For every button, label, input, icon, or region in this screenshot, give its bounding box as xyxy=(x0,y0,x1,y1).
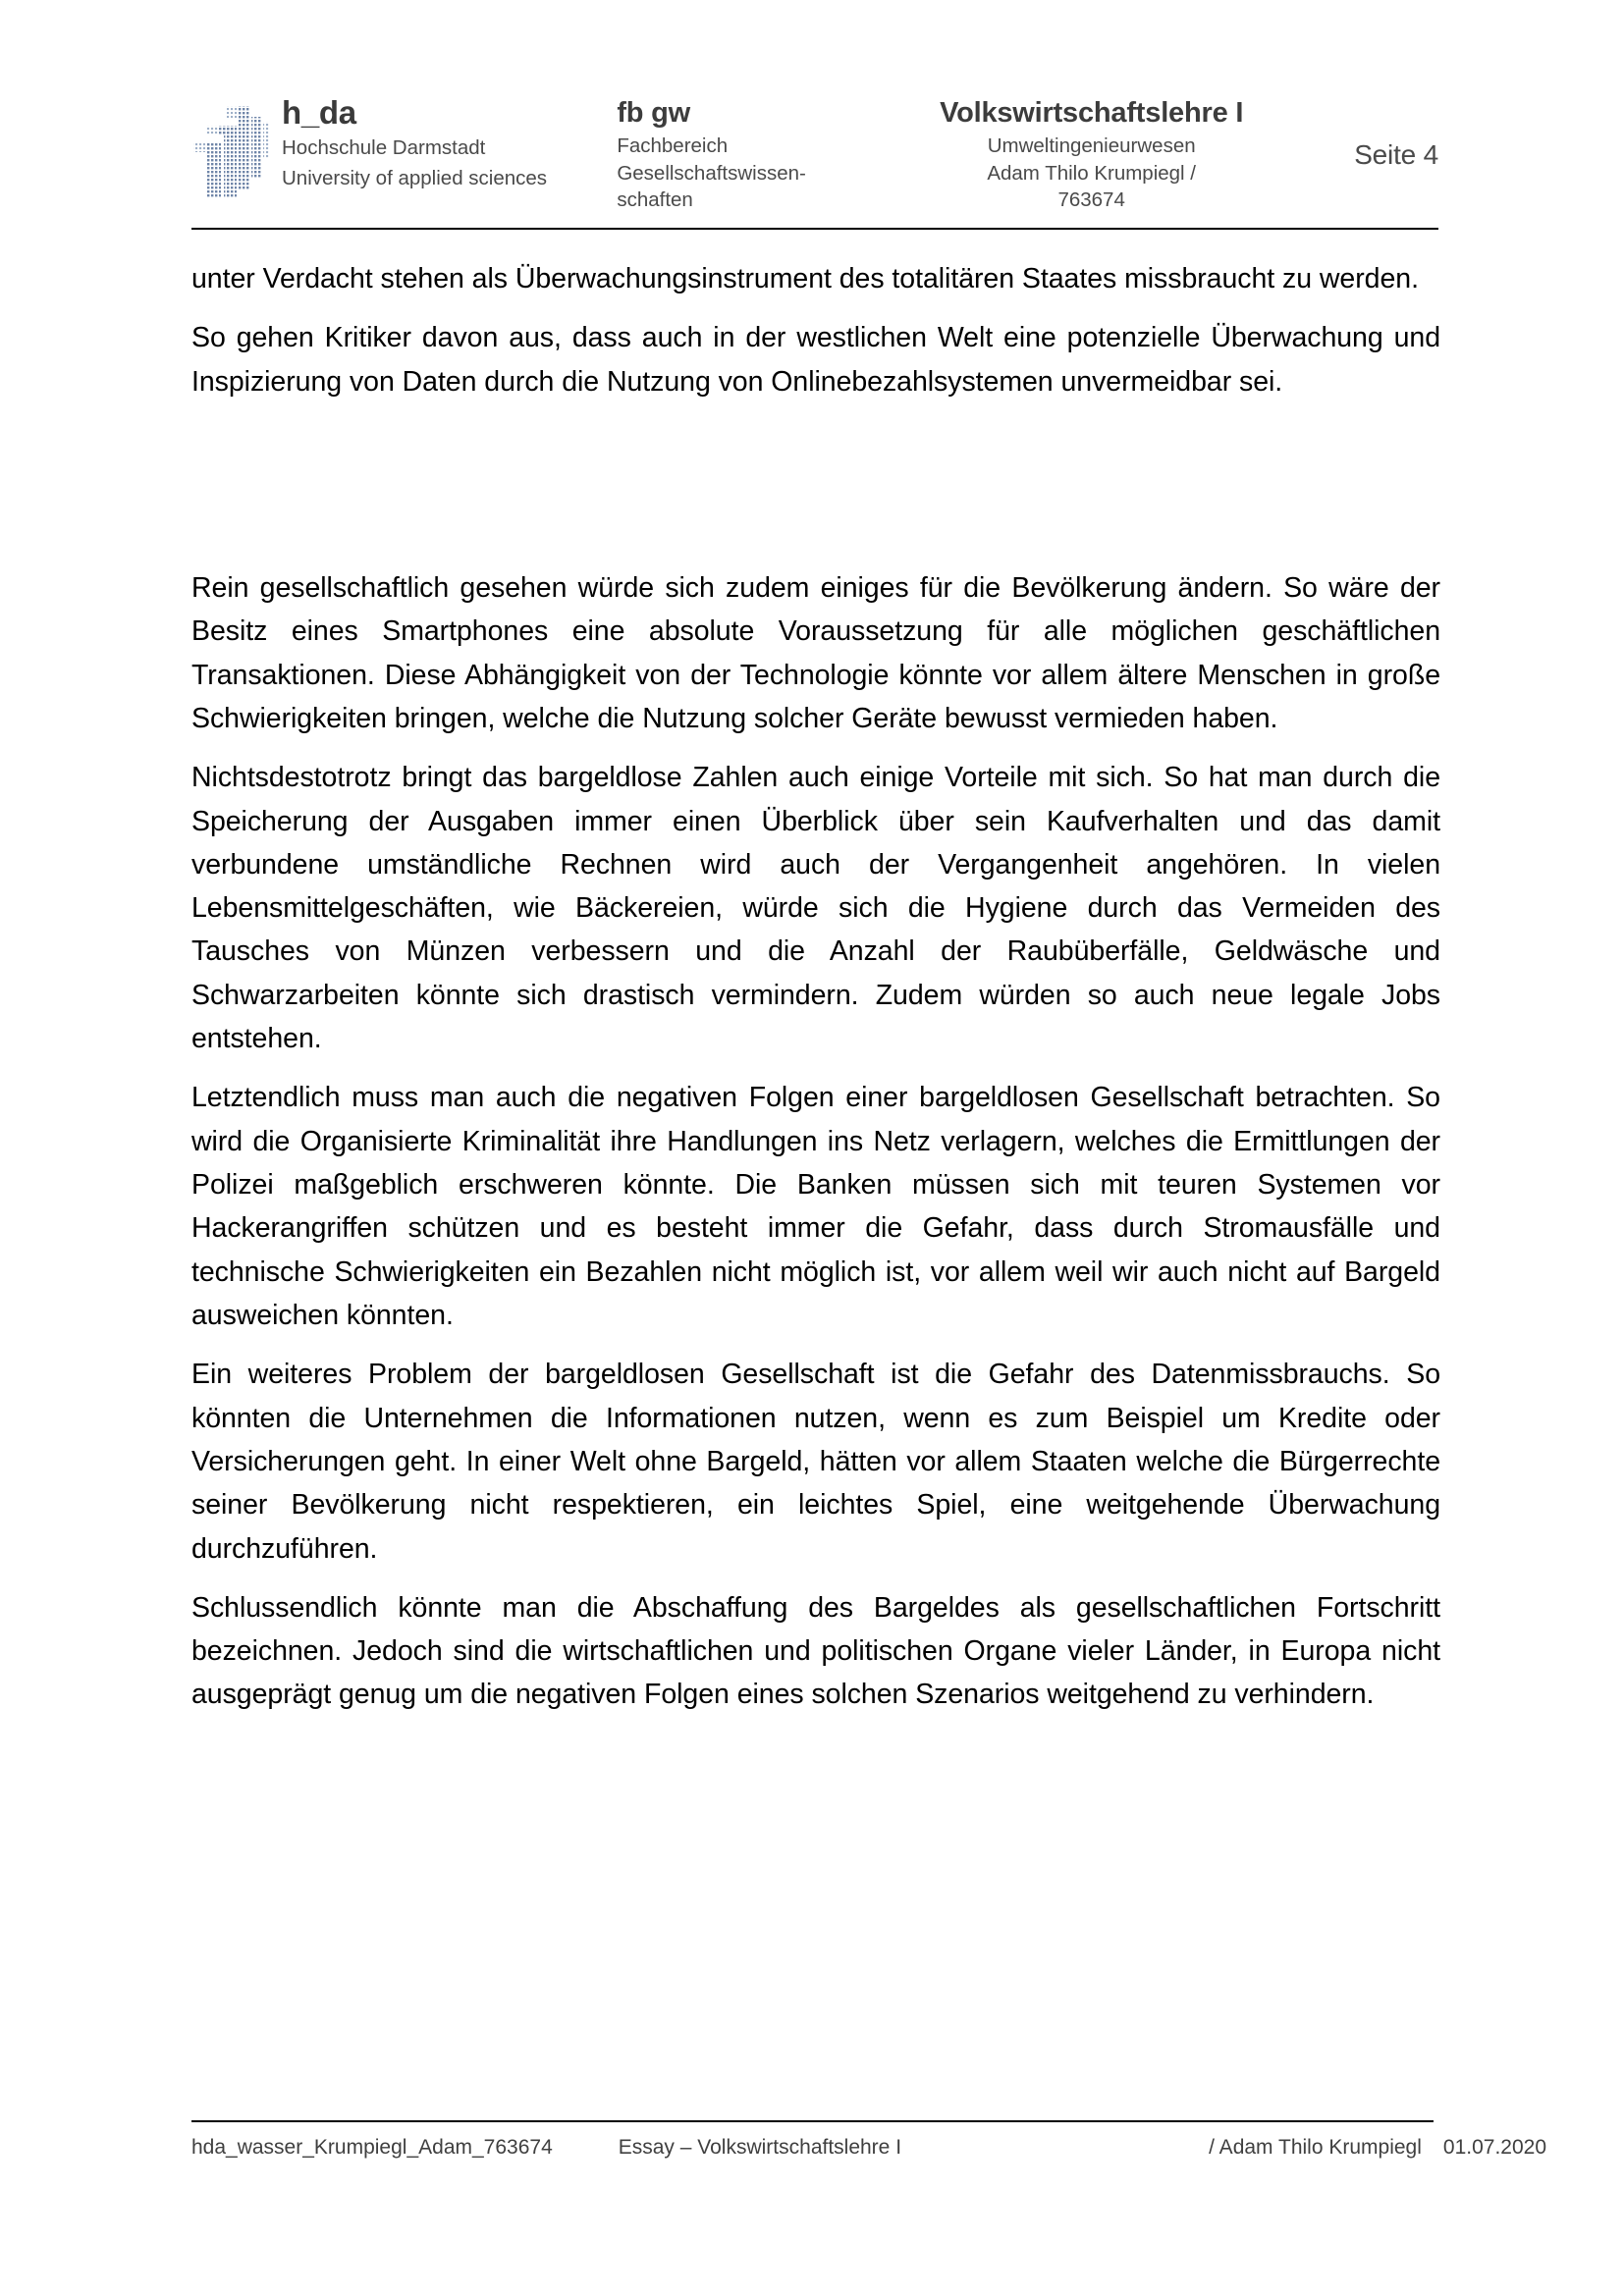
footer-file-name: hda_wasser_Krumpiegl_Adam_763674 xyxy=(191,2136,553,2159)
university-name-de: Hochschule Darmstadt xyxy=(282,135,486,159)
hda-bars-logo-icon xyxy=(191,92,272,198)
department-short-name: fb gw xyxy=(617,97,691,129)
document-body xyxy=(191,257,1440,1717)
department-label: Fachbereich xyxy=(617,133,729,157)
department-name-part2: schaften xyxy=(617,188,693,212)
paragraph: Schlussendlich könnte man die Abschaffung des Bargeldes als gesellschaftlichen Fortschritt bezeichnen. Jedoch sind die wirtschaftlichen und politischen Organe vieler Länder, in Europa nicht ausgeprägt genug um die negativen Folgen eines solchen Szenarios weitgehend zu verhindern. xyxy=(191,1591,1440,1711)
footer-date: 01.07.2020 xyxy=(1442,2136,1546,2159)
header-divider xyxy=(191,228,1438,230)
footer-divider xyxy=(191,2120,1434,2122)
paragraph-spacer xyxy=(191,419,1440,566)
department-block xyxy=(617,86,901,214)
paragraph: unter Verdacht stehen als Überwachungsinstrument des totalitären Staates missbraucht zu werden. xyxy=(191,263,1419,294)
course-title: Volkswirtschaftslehre I xyxy=(940,97,1244,129)
paragraph: So gehen Kritiker davon aus, dass auch in der westlichen Welt eine potenzielle Überwachung und Inspizierung von Daten durch die Nutzung von Onlinebezahlsystemen unvermeidbar sei. xyxy=(191,322,1440,398)
university-logo-block xyxy=(191,86,614,198)
paragraph: Rein gesellschaftlich gesehen würde sich zudem einiges für die Bevölkerung ändern. So wäre der Besitz eines Smartphones eine absolute Voraussetzung für alle möglichen geschäftlichen Transaktionen. Diese Abhängigkeit von der Technologie könnte vor allem ältere Menschen in große Schwierigkeiten bringen, welche die Nutzung solcher Geräte bewusst vermieden haben. xyxy=(191,571,1440,734)
course-program: Umweltingenieurwesen xyxy=(987,133,1196,157)
page-header xyxy=(191,86,1438,214)
paragraph: Ein weiteres Problem der bargeldlosen Gesellschaft ist die Gefahr des Datenmissbrauchs. So könnten die Unternehmen die Informationen nutzen, wenn es zum Beispiel um Kredite oder Versicherungen geht. In einer Welt ohne Bargeld, hätten vor allem Staaten welche die Bürgerrechte seiner Bevölkerung nicht respektieren, ein leichtes Spiel, eine weitgehende Überwachung durchzuführen. xyxy=(191,1359,1440,1565)
university-name-short: h_da xyxy=(282,94,356,131)
footer-author: / Adam Thilo Krumpiegl xyxy=(1209,2136,1422,2159)
department-name-part1: Gesellschaftswissen- xyxy=(617,161,806,185)
page-number-label: Seite 4 xyxy=(1354,139,1438,170)
course-author: Adam Thilo Krumpiegl / xyxy=(987,161,1196,185)
university-name-en: University of applied sciences xyxy=(282,166,548,189)
footer-document-title: Essay – Volkswirtschaftslehre I xyxy=(618,2136,902,2159)
course-block xyxy=(905,86,1278,214)
paragraph: Nichtsdestotrotz bringt das bargeldlose Zahlen auch einige Vorteile mit sich. So hat man durch die Speicherung der Ausgaben immer einen Überblick über sein Kaufverhalten und das damit verbundene umständliche Rechnen wird auch der Vergangenheit angehören. In vielen Lebensmittelgeschäften, wie Bäckereien, würde sich die Hygiene durch das Vermeiden des Tausches von Münzen verbessern und die Anzahl der Raubüberfälle, Geldwäsche und Schwarzarbeiten könnte sich drastisch vermindern. Zudem würden so auch neue legale Jobs entstehen. xyxy=(191,762,1440,1055)
university-logo-text xyxy=(282,86,547,191)
course-matriculation-number: 763674 xyxy=(1057,188,1125,212)
paragraph: Letztendlich muss man auch die negativen Folgen einer bargeldlosen Gesellschaft betrachten. So wird die Organisierte Kriminalität ihre Handlungen ins Netz verlagern, welches die Ermittlungen der Polizei maßgeblich erschweren könnte. Die Banken müssen sich mit teuren Systemen vor Hackerangriffen schützen und es besteht immer die Gefahr, dass durch Stromausfälle und technische Schwierigkeiten ein Bezahlen nicht möglich ist, vor allem weil wir auch nicht auf Bargeld ausweichen könnten. xyxy=(191,1082,1440,1331)
page-footer xyxy=(191,2136,1546,2160)
